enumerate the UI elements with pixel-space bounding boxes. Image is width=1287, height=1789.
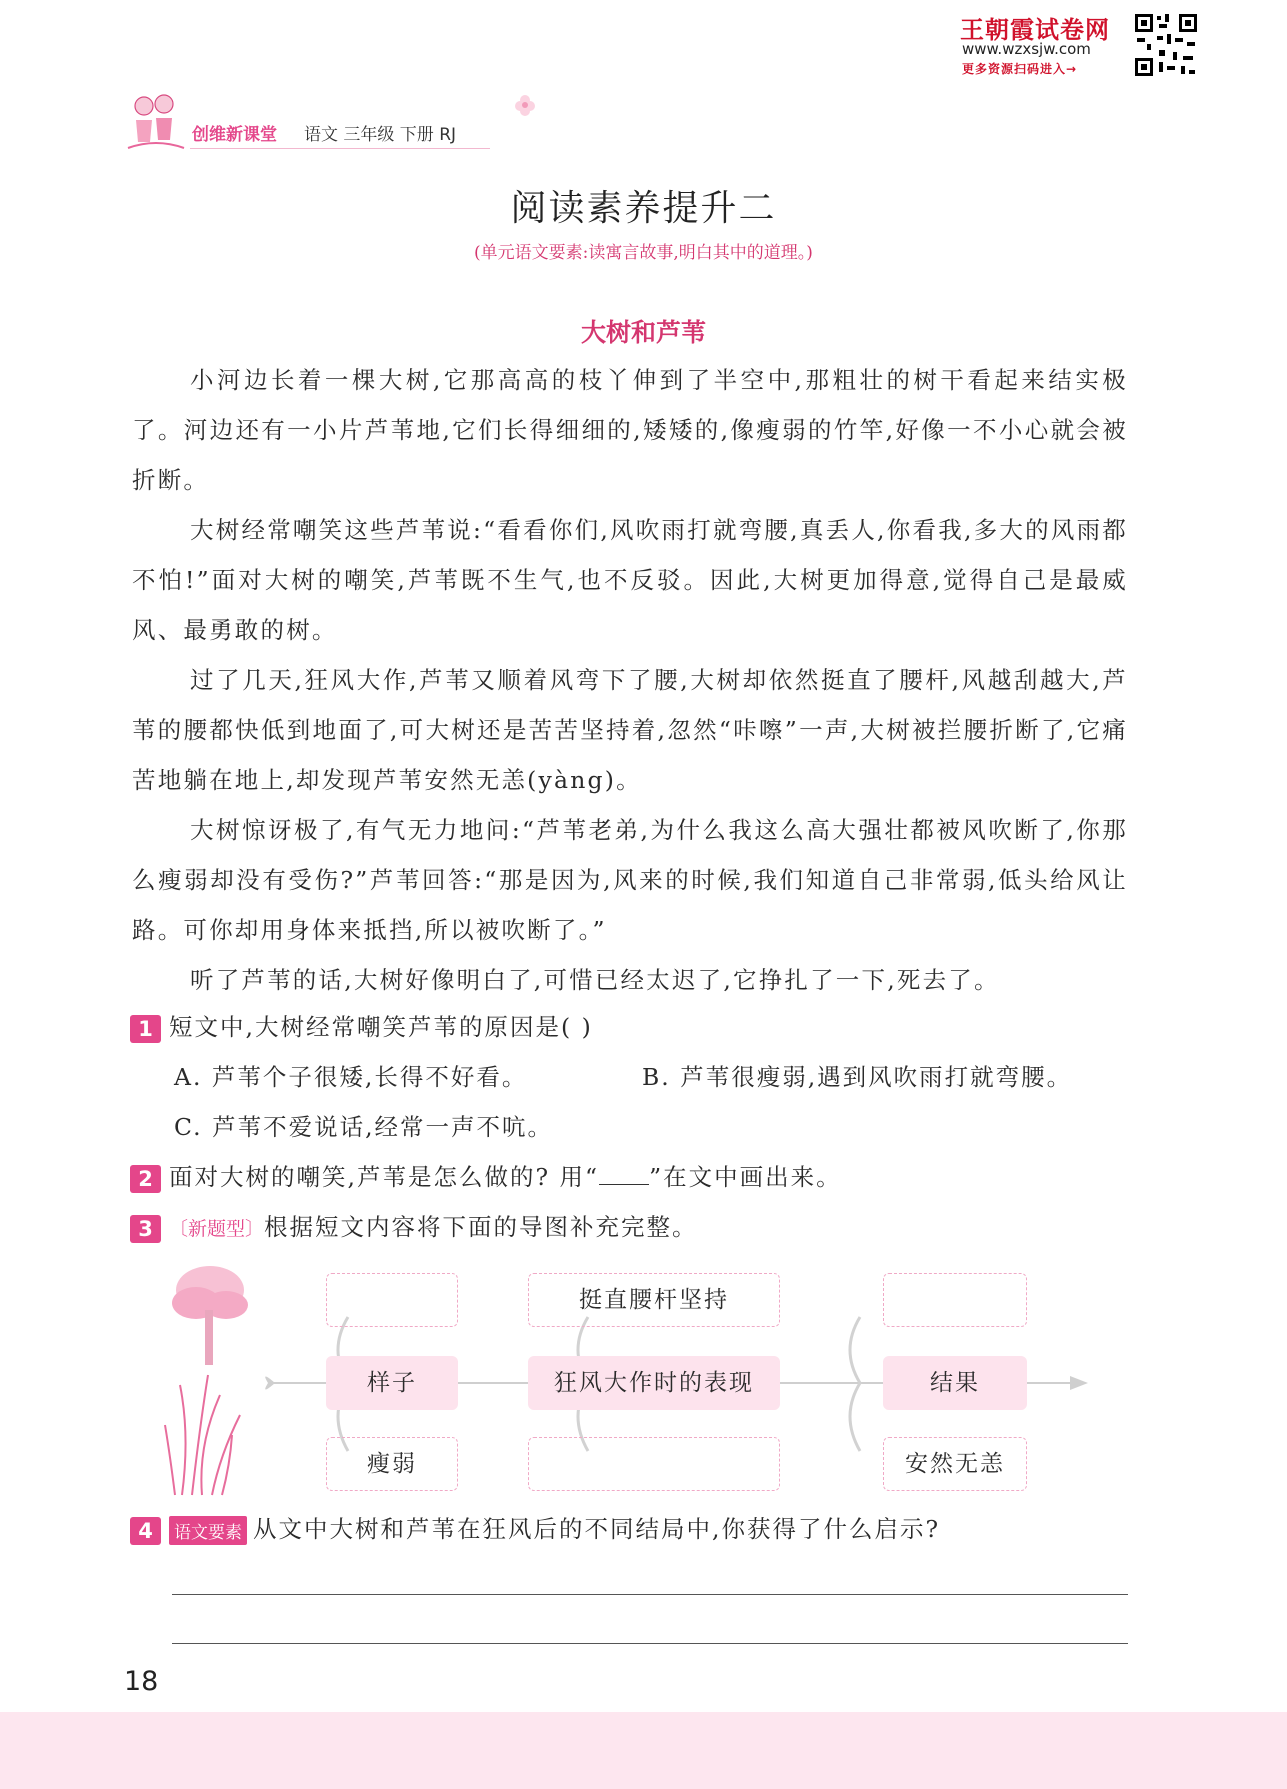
scan-hint: 更多资源扫码进入→ [962, 62, 1078, 76]
question-text: 从文中大树和芦苇在狂风后的不同结局中,你获得了什么启示? [253, 1515, 941, 1543]
site-logo [960, 10, 1150, 80]
page-title: 阅读素养提升二 [510, 188, 777, 229]
arrow-head-icon [1070, 1376, 1088, 1390]
mindmap-node-appearance: 样子 [326, 1356, 458, 1410]
mindmap-node-behavior: 狂风大作时的表现 [528, 1356, 780, 1410]
question-number: 3 [130, 1215, 161, 1243]
question-text: 短文中,大树经常嘲笑芦苇的原因是( ) [169, 1013, 593, 1041]
option-b[interactable]: B. 芦苇很瘦弱,遇到风吹雨打就弯腰。 [642, 1063, 1073, 1091]
new-type-tag: 〔新题型〕 [169, 1218, 265, 1240]
story-paragraph: 大树经常嘲笑这些芦苇说:“看看你们,风吹雨打就弯腰,真丢人,你看我,多大的风雨都不怕!”面对大树的嘲笑,芦苇既不生气,也不反驳。因此,大树更加得意,觉得自己是最威风、最勇敢的树。 [132, 516, 1128, 644]
question-2 [130, 1158, 842, 1193]
mindmap-bottom-right: 安然无恙 [883, 1437, 1027, 1491]
question-1 [130, 1008, 593, 1043]
question-number: 4 [130, 1517, 161, 1545]
question-number: 1 [130, 1015, 161, 1043]
flower-icon [512, 92, 538, 118]
footer-band [0, 1712, 1287, 1789]
story-paragraph: 小河边长着一棵大树,它那高高的枝丫伸到了半空中,那粗壮的树干看起来结实极了。河边还有一小片芦苇地,它们长得细细的,矮矮的,像瘦弱的竹竿,好像一不小心就会被折断。 [132, 366, 1128, 494]
answer-line[interactable] [172, 1594, 1128, 1595]
question-text: 面对大树的嘲笑,芦苇是怎么做的? 用“ [169, 1163, 600, 1191]
story-paragraph: 过了几天,狂风大作,芦苇又顺着风弯下了腰,大树却依然挺直了腰杆,风越刮越大,芦苇的腰都快低到地面了,可大树还是苦苦坚持着,忽然“咔嚓”一声,大树被拦腰折断了,它痛苦地躺在地上,却发现芦苇安然无恙(yàng)。 [132, 666, 1128, 794]
story-title: 大树和芦苇 [580, 318, 706, 347]
series-name: 创维新课堂 [192, 125, 277, 145]
mindmap-blank-top-right[interactable] [883, 1273, 1027, 1327]
mindmap-blank-bottom-middle[interactable] [528, 1437, 780, 1491]
site-brand: 王朝霞试卷网 [960, 16, 1110, 44]
language-element-tag: 语文要素 [169, 1516, 247, 1545]
header-divider [190, 148, 490, 149]
page-number: 18 [124, 1666, 159, 1697]
underline-sample [599, 1164, 649, 1185]
page-subtitle: (单元语文要素:读寓言故事,明白其中的道理。) [474, 243, 813, 263]
mindmap-top-middle: 挺直腰杆坚持 [528, 1273, 780, 1327]
mind-map [160, 1255, 1110, 1505]
reed-icon [165, 1375, 240, 1495]
mindmap-node-result: 结果 [883, 1356, 1027, 1410]
tree-icon [172, 1266, 248, 1365]
book-header [126, 90, 546, 154]
question-4 [130, 1510, 940, 1545]
question-number: 2 [130, 1165, 161, 1193]
question-text: 根据短文内容将下面的导图补充完整。 [264, 1213, 698, 1241]
question-text: ”在文中画出来。 [649, 1163, 842, 1191]
kids-mascot-icon [126, 90, 186, 154]
mindmap-bottom-left: 瘦弱 [326, 1437, 458, 1491]
site-url: www.wzxsjw.com [962, 40, 1091, 58]
question-3 [130, 1208, 698, 1243]
answer-line[interactable] [172, 1643, 1128, 1644]
mindmap-blank-top-left[interactable] [326, 1273, 458, 1327]
option-a[interactable]: A. 芦苇个子很矮,长得不好看。 [174, 1063, 528, 1091]
book-info: 语文 三年级 下册 RJ [304, 125, 457, 145]
story-paragraph: 听了芦苇的话,大树好像明白了,可惜已经太迟了,它挣扎了一下,死去了。 [190, 966, 1000, 994]
story-paragraph: 大树惊讶极了,有气无力地问:“芦苇老弟,为什么我这么高大强壮都被风吹断了,你那么瘦弱却没有受伤?”芦苇回答:“那是因为,风来的时候,我们知道自己非常弱,低头给风让路。可你却用身体来抵挡,所以被吹断了。” [132, 816, 1128, 944]
qr-code-icon[interactable] [1133, 12, 1199, 78]
option-c[interactable]: C. 芦苇不爱说话,经常一声不吭。 [174, 1113, 554, 1141]
